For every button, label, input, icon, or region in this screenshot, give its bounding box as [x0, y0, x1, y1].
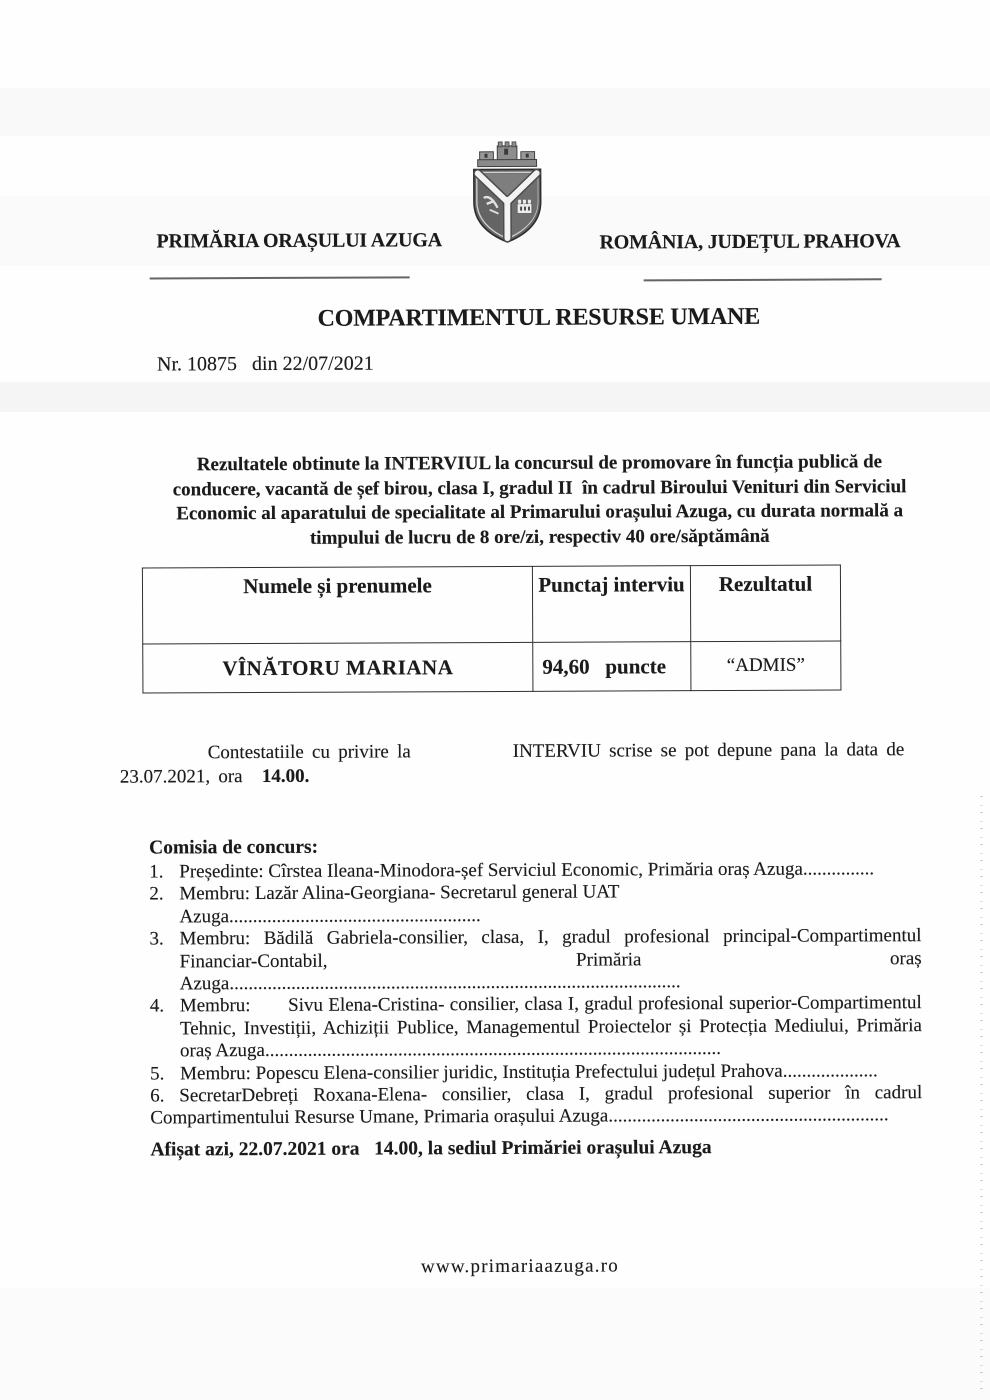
posted-date-line: Afișat azi, 22.07.2021 ora 14.00, la sediul Primăriei orașului Azuga: [150, 1137, 712, 1161]
col-header-result: Rezultatul: [690, 565, 840, 642]
item-number: 5.: [150, 1063, 165, 1085]
institution-name: PRIMĂRIA ORAȘULUI AZUGA: [156, 229, 442, 253]
item-number: 4.: [149, 995, 165, 1017]
results-intro-paragraph: Rezultatele obtinute la INTERVIUL la concursul de promovare în funcția publică de conducere, vacantă de șef birou, clasa I, gradul II în cadrul Biroului Venituri din Serviciul Economic al aparatului de specialitate al Primarului orașului Azuga, cu durata normală a timpului de lucru de 8 ore/zi, respectiv 40 ore/săptămână: [172, 451, 912, 549]
table-row: [143, 641, 841, 693]
list-item: [149, 925, 927, 996]
candidate-name: VÎNĂTORU MARIANA: [143, 642, 533, 693]
list-item: [149, 881, 921, 929]
item-text: SecretarDebreți Roxana-Elena- consilier, clasa I, gradul profesional superior în cadrul Compartimentului Resurse Umane, Primaria orașului Azuga...........................................................: [150, 1082, 928, 1129]
commission-list: [149, 858, 928, 1130]
website-url: www.primariaazuga.ro: [420, 1255, 619, 1278]
col-header-score: Punctaj interviu: [532, 566, 690, 643]
item-text: Membru: Lazăr Alina-Georgiana- Secretarul general UAT Azuga.....................................................: [179, 881, 620, 928]
list-item: [150, 1060, 922, 1086]
candidate-result: “ADMIS”: [691, 641, 841, 691]
item-text: Președinte: Cîrstea Ileana-Minodora-șef Serviciul Economic, Primăria oraș Azuga...............: [179, 858, 875, 883]
item-number: 2.: [149, 883, 164, 905]
table-header-row: [142, 565, 840, 644]
results-table: [142, 564, 842, 693]
commission-heading: Comisia de concurs:: [149, 836, 319, 859]
country-county-label: ROMÂNIA, JUDEȚUL PRAHOVA: [599, 230, 901, 254]
item-number: 1.: [149, 861, 164, 883]
list-item: [149, 992, 927, 1064]
item-number: 6.: [150, 1085, 165, 1107]
item-number: 3.: [149, 928, 164, 950]
contestation-date: 23.07.2021, ora: [119, 766, 243, 788]
contestation-time: 14.00.: [261, 765, 310, 788]
list-item: [149, 858, 921, 884]
document-number: Nr. 10875 din 22/07/2021: [156, 352, 374, 376]
list-item: [150, 1082, 928, 1130]
page-title: COMPARTIMENTUL RESURSE UMANE: [317, 303, 761, 332]
item-text: Membru: Sivu Elena-Cristina- consilier, clasa I, gradul profesional superior-Compartimentul Tehnic, Investiții, Achiziții Publice, Managementul Proiectelor și Protecția Mediului, Primăria oraș Azuga................................................................................................: [179, 992, 927, 1062]
header-underline-left: [150, 276, 410, 279]
header-underline-right: [644, 278, 882, 281]
azuga-coat-of-arms-icon: [465, 141, 549, 247]
contestation-line1-left: Contestatiile cu privire la: [207, 741, 411, 764]
item-text: Membru: Bădilă Gabriela-consilier, clasa, I, gradul profesional principal-Compartimentul Financiar-Contabil, Primăria oraș Azuga...............................................................................................: [179, 925, 927, 995]
candidate-score: 94,60 puncte: [533, 642, 691, 692]
contestation-line1-right: INTERVIU scrise se pot depune pana la data de: [512, 739, 905, 762]
col-header-name: Numele și prenumele: [142, 566, 532, 644]
item-text: Membru: Popescu Elena-consilier juridic, Instituția Prefectului județul Prahova....................: [180, 1059, 878, 1085]
